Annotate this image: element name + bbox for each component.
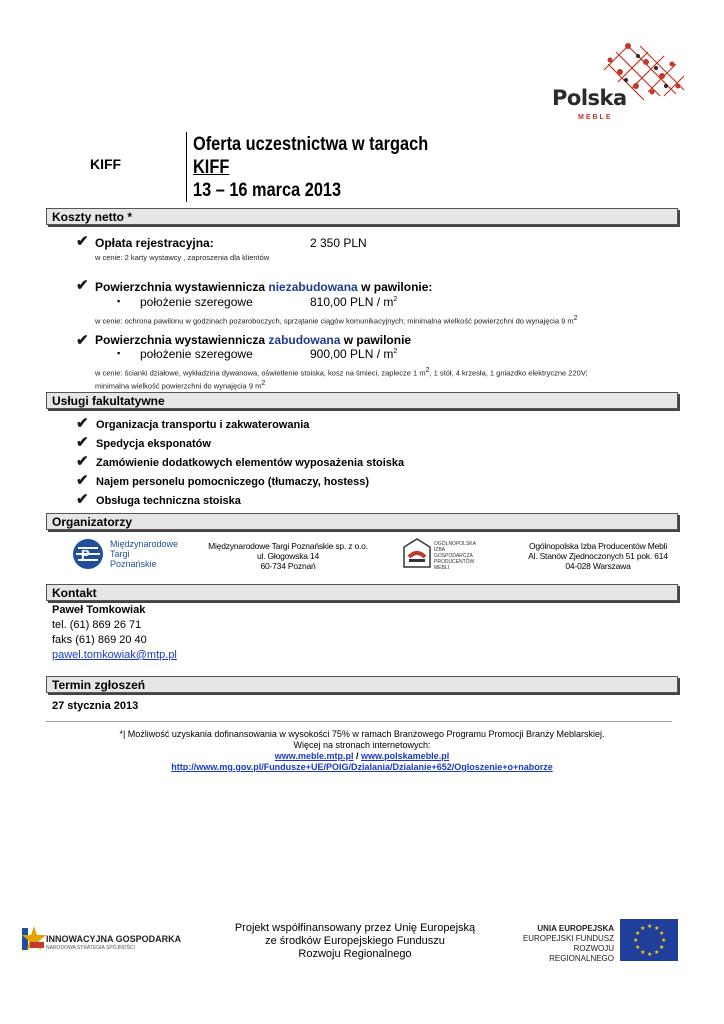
deadline-date: 27 stycznia 2013 bbox=[52, 700, 139, 712]
innowacyjna-gospodarka-logo: INNOWACYJNA GOSPODARKA NARODOWA STRATEGIA SPÓJNOŚCI bbox=[20, 922, 180, 958]
contact-name: Paweł Tomkowiak bbox=[52, 604, 146, 616]
project-cofinanced-text: Projekt współfinansowany przez Unię Europejską ze środków Europejskiego Funduszu Rozwoju Regionalnego bbox=[234, 922, 476, 960]
check-icon: ✔ bbox=[76, 453, 89, 470]
section-services-heading: Usługi fakultatywne bbox=[46, 392, 678, 409]
link-polskameble[interactable]: www.polskameble.pl bbox=[361, 751, 450, 761]
page-title-line3: 13 – 16 marca 2013 bbox=[193, 180, 342, 201]
list-item: ✔ Organizacja transportu i zakwaterowania bbox=[76, 415, 310, 432]
eu-flag-icon bbox=[620, 919, 678, 961]
header-divider bbox=[186, 132, 187, 202]
link-mg-gov[interactable]: http://www.mg.gov.pl/Fundusze+UE/POIG/Dzialania/Dzialanie+652/Ogloszenie+o+naborze bbox=[171, 762, 553, 772]
svg-text:★: ★ bbox=[647, 923, 653, 930]
divider bbox=[46, 721, 672, 722]
svg-text:★: ★ bbox=[659, 944, 665, 951]
check-icon: ✔ bbox=[76, 277, 89, 294]
check-icon: ✔ bbox=[76, 434, 89, 451]
section-costs-heading: Koszty netto * bbox=[46, 208, 678, 225]
open-space-position: położenie szeregowe bbox=[140, 295, 253, 309]
check-icon: ✔ bbox=[76, 233, 89, 250]
list-item: ✔ Obsługa techniczna stoiska bbox=[76, 491, 241, 508]
page-title-line2: KIFF bbox=[193, 157, 230, 178]
svg-text:P: P bbox=[81, 547, 90, 562]
contact-block bbox=[52, 603, 177, 663]
open-space-value: 810,00 PLN / $m^2$ bbox=[310, 295, 398, 309]
eu-logo: UNIA EUROPEJSKA EUROPEJSKI FUNDUSZ ROZWOJU REGIONALNEGO ★ ★ ★ ★ ★ ★ ★ ★ ★ ★ ★ ★ bbox=[512, 919, 682, 963]
built-space-label: Powierzchnia wystawiennicza zabudowana w pawilonie bbox=[95, 333, 412, 347]
ig-star-icon bbox=[20, 924, 46, 954]
open-space-label: Powierzchnia wystawiennicza niezabudowana w pawilonie: bbox=[95, 280, 433, 294]
open-space-note: w cenie: ochrona pawilonu w godzinach pozaroboczych, sprzątanie ciągów komunikacyjnych; minimalna wielkość powierzchni do wynajęcia 9 m2 bbox=[95, 315, 578, 326]
contact-phone: tel. (61) 869 26 71 bbox=[52, 619, 142, 631]
section-contact-heading: Kontakt bbox=[46, 584, 678, 601]
link-meble-mtp[interactable]: www.meble.mtp.pl bbox=[274, 751, 354, 761]
logo-sub: MEBLE bbox=[578, 114, 613, 121]
list-item: ✔ Spedycja eksponatów bbox=[76, 434, 211, 451]
event-short-label: KIFF bbox=[90, 156, 122, 172]
built-space-value: 900,00 PLN / $m^2$ bbox=[310, 347, 398, 361]
svg-text:★: ★ bbox=[640, 949, 646, 956]
list-item: ✔ Najem personelu pomocniczego (tłumaczy, hostess) bbox=[76, 472, 370, 489]
list-item: ✔ Zamówienie dodatkowych elementów wyposażenia stoiska bbox=[76, 453, 405, 470]
contact-fax: faks (61) 869 20 40 bbox=[52, 634, 147, 646]
check-icon: ✔ bbox=[76, 415, 89, 432]
svg-text:★: ★ bbox=[633, 937, 639, 944]
svg-text:★: ★ bbox=[661, 937, 667, 944]
mtp-logo: P Międzynarodowe Targi Poznańskie bbox=[72, 536, 192, 572]
bullet-icon: ▪ bbox=[117, 296, 121, 306]
contact-email-link[interactable]: pawel.tomkowiak@mtp.pl bbox=[52, 649, 177, 661]
svg-text:★: ★ bbox=[654, 949, 660, 956]
check-icon: ✔ bbox=[76, 491, 89, 508]
funding-note: *| Możliwość uzyskania dofinansowania w wysokości 75% w ramach Branżowego Programu Promocji Branży Meblarskiej. Więcej na stronach internetowych: www.meble.mtp.pl / www.polskameble.pl http://www.mg.gov.pl/Fundusze+UE/POIG/Dzialania/Dzialanie+652/Ogloszenie+o+naborze bbox=[119, 729, 605, 772]
section-deadline-heading: Termin zgłoszeń bbox=[46, 676, 678, 693]
section-organizers-heading: Organizatorzy bbox=[46, 513, 678, 530]
mtp-globe-icon bbox=[72, 538, 104, 570]
check-icon: ✔ bbox=[76, 332, 89, 349]
registration-label: Opłata rejestracyjna: bbox=[95, 236, 214, 250]
svg-text:★: ★ bbox=[635, 930, 641, 937]
svg-text:★: ★ bbox=[640, 925, 646, 932]
svg-text:★: ★ bbox=[654, 925, 660, 932]
oipm-address: Ogólnopolska Izba Producentów Mebli Al. Stanów Zjednoczonych 51 pok. 614 04-028 Warszawa bbox=[528, 541, 668, 571]
svg-text:★: ★ bbox=[647, 951, 653, 958]
registration-note: w cenie: 2 karty wystawcy , zaproszenia dla klientów bbox=[95, 253, 270, 262]
check-icon: ✔ bbox=[76, 472, 89, 489]
oipm-emblem-icon bbox=[402, 537, 432, 569]
built-space-position: położenie szeregowe bbox=[140, 347, 253, 361]
logo-word: Polska bbox=[552, 86, 627, 110]
mtp-address: Międzynarodowe Targi Poznańskie sp. z o.o. ul. Głogowska 14 60-734 Poznań bbox=[208, 541, 368, 571]
bullet-icon: ▪ bbox=[117, 348, 121, 358]
svg-text:★: ★ bbox=[635, 944, 641, 951]
registration-value: 2 350 PLN bbox=[310, 236, 367, 250]
services-list bbox=[76, 414, 404, 509]
polska-meble-logo bbox=[548, 42, 688, 132]
page-title-line1: Oferta uczestnictwa w targach bbox=[193, 134, 429, 155]
svg-text:★: ★ bbox=[659, 930, 665, 937]
oipm-logo: OGÓLNOPOLSKA IZBA GOSPODARCZA PRODUCENTÓW MEBLI bbox=[402, 537, 482, 573]
built-space-note: w cenie: ścianki działowe, wykładzina dywanowa, oświetlenie stoiska, kosz na śmieci, zaplecze 1 m2, 1 stół, 4 krzesła, 1 gniazdko elektryczne 220V; minimalna wielkość powierzchni do wynajęcia 9 m2 bbox=[95, 367, 588, 390]
